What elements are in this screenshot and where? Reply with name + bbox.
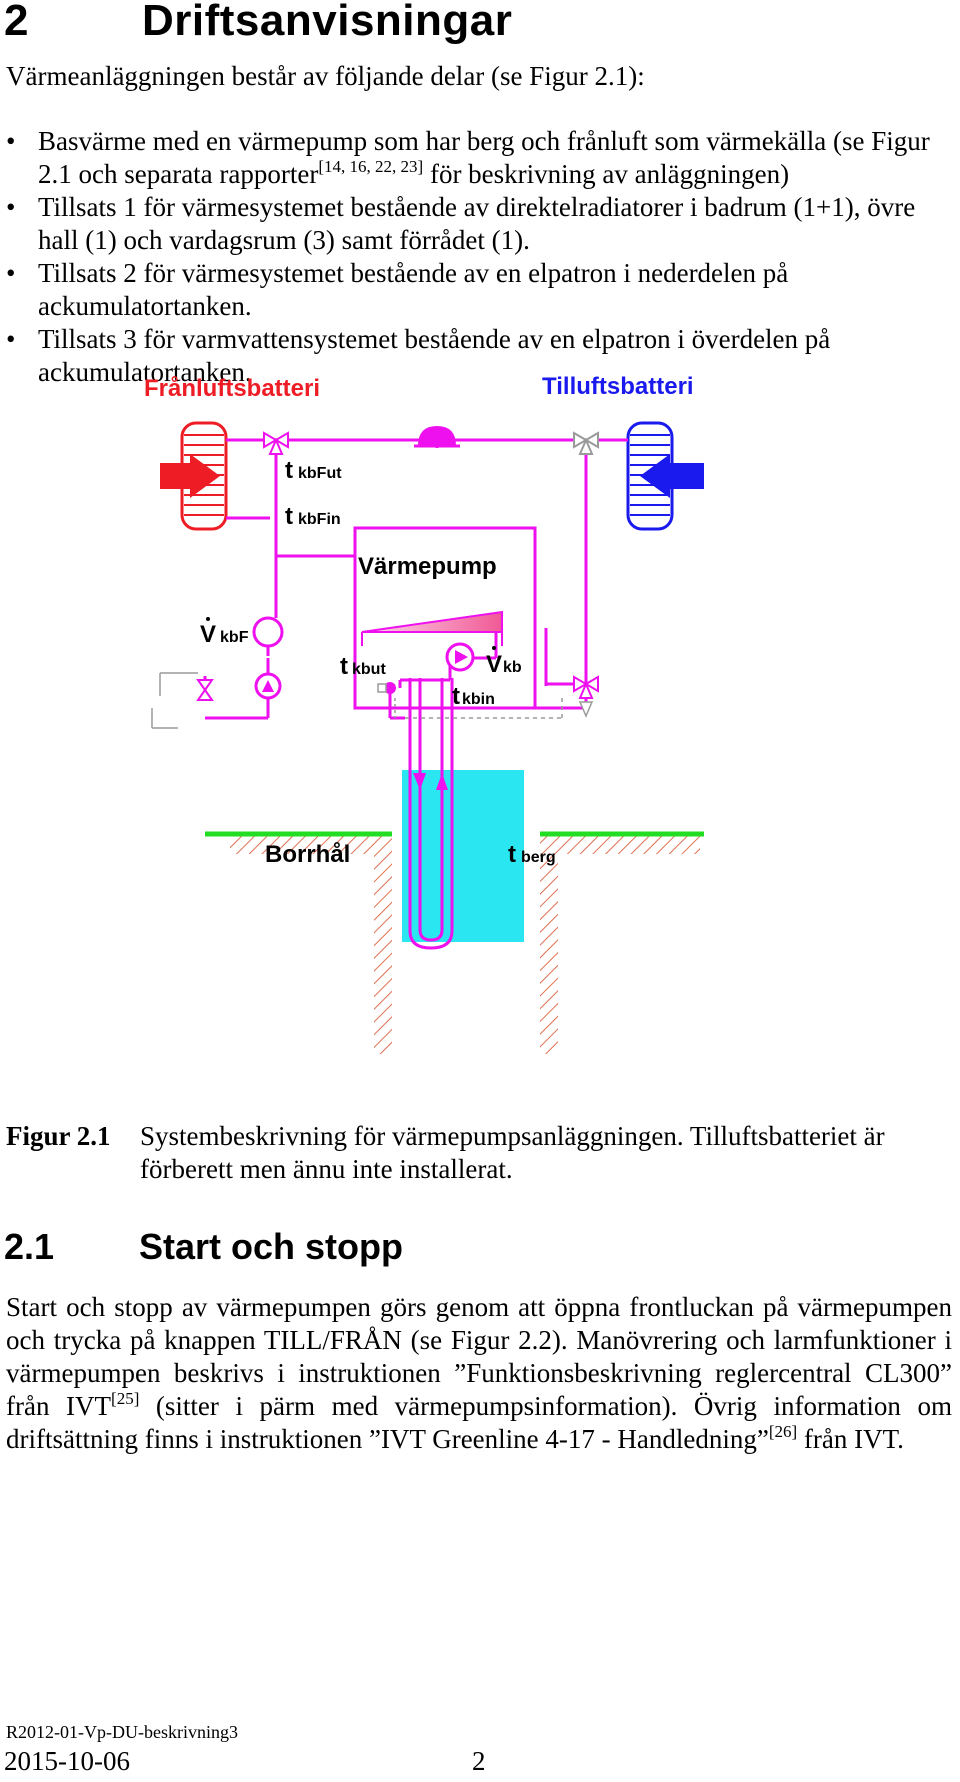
chapter-heading	[4, 0, 512, 46]
chapter-title: Driftsanvisningar	[142, 0, 513, 45]
section-heading	[4, 1226, 403, 1268]
flow-label-kbf: VkbF	[200, 621, 249, 648]
list-item-text-cont: för beskrivning av anläggningen)	[423, 159, 790, 189]
footer-date: 2015-10-06	[4, 1746, 130, 1776]
bullet-dot: •	[6, 126, 16, 156]
auxiliary-lines	[152, 673, 592, 728]
borehole-label: Borrhål	[265, 841, 351, 868]
temp-label-kbfut: tkbFut	[285, 457, 342, 484]
list-item-text: Tillsats 3 för varmvattensystemet bestående av en elpatron i överdelen på ackumulatortanken.	[38, 324, 831, 387]
caption-text: Systembeskrivning för värmepumpsanläggningen. Tilluftsbatteriet är förberett men ännu inte installerat.	[140, 1121, 885, 1184]
temp-label-kbfin: tkbFin	[285, 503, 341, 530]
citation-ref: [14, 16, 22, 23]	[318, 157, 424, 176]
citation-ref: [26]	[768, 1422, 798, 1441]
three-way-valve-icon	[264, 433, 288, 454]
shutoff-valve-icon	[198, 680, 212, 700]
flow-meter-icon	[254, 618, 282, 646]
body-paragraph	[6, 1291, 952, 1456]
body-text: Start och stopp av värmepumpen görs genom att öppna frontluckan på värmepumpen och trycka på knappen TILL/FRÅN (se Figur 2.2). Manövrering och larmfunktioner i värmepumpen beskrivs i instruktionen ”Funktionsbeskrivning reglercentral CL300” från IVT	[6, 1292, 952, 1421]
flow-dot-mark	[206, 617, 210, 621]
supply-coil-label: Tilluftsbatteri	[542, 373, 694, 400]
system-diagram	[144, 373, 790, 1073]
list-item-text: Tillsats 1 för värmesystemet bestående av direktelradiatorer i badrum (1+1), övre hall (1) och vardagsrum (3) samt förrådet (1).	[38, 192, 916, 255]
bullet-dot: •	[6, 258, 16, 288]
footer-document-id: R2012-01-Vp-DU-beskrivning3	[6, 1722, 238, 1742]
exhaust-coil-label: Frånluftsbatteri	[144, 375, 321, 402]
section-title: Start och stopp	[139, 1226, 404, 1267]
bullet-dot: •	[6, 192, 16, 222]
list-item-text: Basvärme med en värmepump som har berg och frånluft som värmekälla (se Figur 2.1 och separata rapporter	[38, 126, 930, 189]
warm-air-arrow	[160, 454, 220, 498]
temp-label-kbut: tkbut	[340, 653, 386, 680]
footer-page-number: 2	[472, 1746, 486, 1776]
list-item	[0, 125, 950, 191]
section-number: 2.1	[4, 1226, 55, 1267]
list-item-text: Tillsats 2 för värmesystemet bestående av en elpatron i nederdelen på ackumulatortanken.	[38, 258, 789, 321]
three-way-valve-icon	[574, 433, 598, 454]
compressor-wedge	[362, 612, 502, 632]
brine-pump-icon	[447, 644, 473, 670]
circulation-pump-icon	[256, 674, 280, 698]
citation-ref: [25]	[111, 1389, 140, 1408]
component-list	[0, 125, 950, 389]
chapter-number: 2	[4, 0, 29, 45]
temp-label-kbin: tkbin	[452, 683, 495, 710]
list-item	[0, 257, 950, 323]
bullet-dot: •	[6, 324, 16, 354]
body-text-cont: (sitter i pärm med värmepumpsinformation). Övrig information om driftsättning finns i instruktionen ”IVT Greenline 4-17 - Handledning”	[6, 1391, 953, 1454]
heat-pump-label: Värmepump	[358, 553, 497, 580]
caption-label: Figur 2.1	[6, 1121, 111, 1151]
flow-dot-mark	[492, 646, 496, 650]
list-item	[0, 191, 950, 257]
body-text-end: från IVT.	[797, 1424, 904, 1454]
list-item	[0, 323, 950, 389]
flow-label-kb: Vkb	[486, 651, 522, 678]
intro-paragraph: Värmeanläggningen består av följande delar (se Figur 2.1):	[6, 61, 645, 91]
rock-temp-label: tberg	[508, 841, 556, 868]
